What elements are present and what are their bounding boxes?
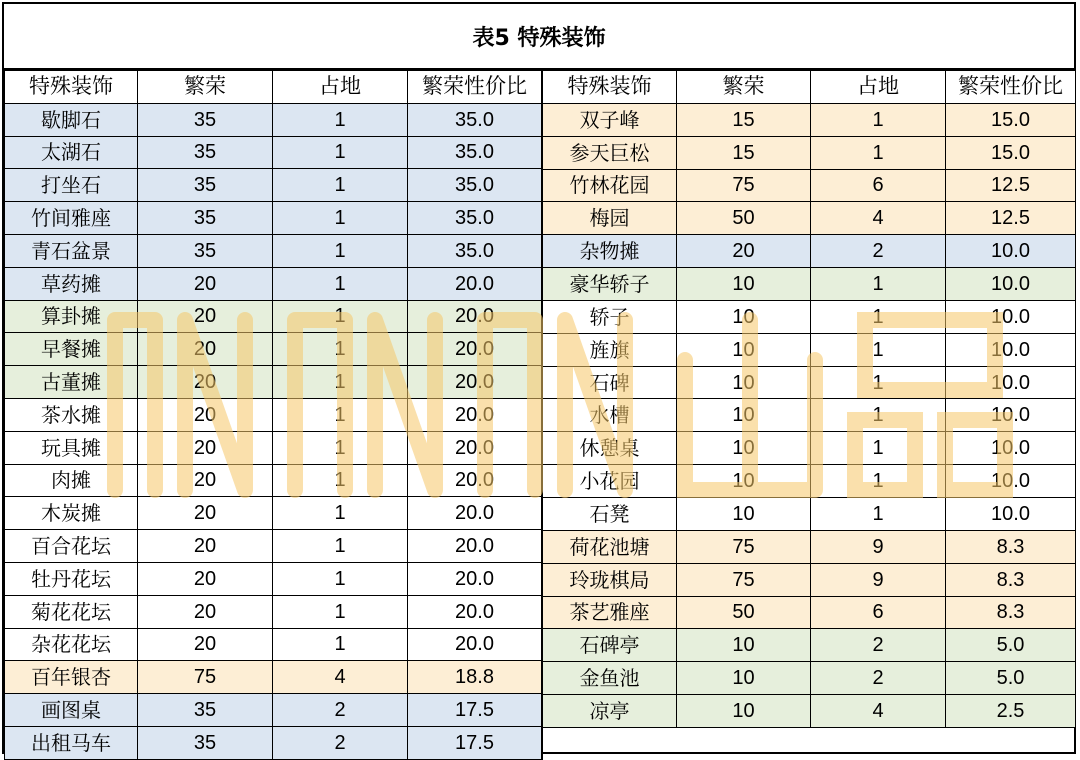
cell-decoration-name: 豪华轿子	[543, 268, 677, 301]
cell-area: 1	[273, 595, 408, 628]
table-row	[5, 530, 542, 563]
cell-prosperity: 20	[138, 300, 273, 333]
cell-prosperity: 35	[138, 202, 273, 235]
table-row	[543, 596, 1076, 629]
cell-prosperity: 35	[138, 726, 273, 759]
table-row	[543, 563, 1076, 596]
cell-decoration-name: 木炭摊	[5, 497, 138, 530]
cell-area: 9	[811, 530, 946, 563]
cell-ratio: 20.0	[408, 628, 542, 661]
cell-decoration-name: 金鱼池	[543, 662, 677, 695]
cell-ratio: 12.5	[946, 202, 1076, 235]
table-row	[543, 530, 1076, 563]
cell-ratio: 8.3	[946, 596, 1076, 629]
cell-ratio: 15.0	[946, 136, 1076, 169]
table-title: 表5 特殊装饰	[4, 4, 1074, 70]
cell-prosperity: 50	[677, 202, 811, 235]
table-row	[543, 366, 1076, 399]
cell-decoration-name: 石碑亭	[543, 629, 677, 662]
cell-prosperity: 20	[138, 497, 273, 530]
cell-ratio: 8.3	[946, 530, 1076, 563]
cell-prosperity: 20	[138, 398, 273, 431]
cell-prosperity: 20	[138, 267, 273, 300]
cell-ratio: 12.5	[946, 169, 1076, 202]
cell-decoration-name: 梅园	[543, 202, 677, 235]
cell-area: 1	[273, 300, 408, 333]
cell-decoration-name: 参天巨松	[543, 136, 677, 169]
cell-decoration-name: 青石盆景	[5, 234, 138, 267]
cell-area: 1	[273, 398, 408, 431]
cell-prosperity: 75	[677, 563, 811, 596]
cell-prosperity: 20	[138, 333, 273, 366]
cell-prosperity: 10	[677, 399, 811, 432]
table-row	[5, 169, 542, 202]
cell-ratio: 35.0	[408, 202, 542, 235]
cell-ratio: 20.0	[408, 562, 542, 595]
table-row	[5, 333, 542, 366]
cell-area: 9	[811, 563, 946, 596]
table-grid	[4, 70, 1074, 760]
cell-ratio: 20.0	[408, 398, 542, 431]
cell-decoration-name: 画图桌	[5, 694, 138, 727]
cell-area: 1	[273, 136, 408, 169]
cell-ratio: 35.0	[408, 234, 542, 267]
table-row	[5, 300, 542, 333]
right-header-row	[543, 71, 1076, 104]
cell-area: 1	[273, 530, 408, 563]
cell-area: 1	[273, 169, 408, 202]
table-row	[543, 235, 1076, 268]
table-row	[543, 136, 1076, 169]
cell-decoration-name: 草药摊	[5, 267, 138, 300]
cell-area: 1	[273, 234, 408, 267]
cell-ratio: 10.0	[946, 333, 1076, 366]
cell-area: 2	[811, 235, 946, 268]
cell-prosperity: 10	[677, 629, 811, 662]
cell-decoration-name: 玲珑棋局	[543, 563, 677, 596]
cell-prosperity: 10	[677, 465, 811, 498]
cell-area: 2	[273, 694, 408, 727]
cell-prosperity: 20	[138, 530, 273, 563]
cell-decoration-name: 早餐摊	[5, 333, 138, 366]
cell-decoration-name: 石凳	[543, 497, 677, 530]
cell-ratio: 10.0	[946, 235, 1076, 268]
cell-area: 1	[811, 366, 946, 399]
cell-decoration-name: 小花园	[543, 465, 677, 498]
cell-area: 1	[811, 432, 946, 465]
cell-decoration-name: 杂花花坛	[5, 628, 138, 661]
cell-decoration-name: 杂物摊	[543, 235, 677, 268]
cell-decoration-name: 歇脚石	[5, 103, 138, 136]
cell-area: 1	[273, 562, 408, 595]
cell-area: 1	[273, 497, 408, 530]
header-decoration: 特殊装饰	[5, 71, 138, 104]
header-area: 占地	[811, 71, 946, 104]
table-row	[5, 431, 542, 464]
cell-prosperity: 10	[677, 497, 811, 530]
cell-ratio: 20.0	[408, 366, 542, 399]
cell-ratio: 35.0	[408, 136, 542, 169]
cell-area: 1	[811, 103, 946, 136]
cell-decoration-name: 水槽	[543, 399, 677, 432]
cell-area: 2	[273, 726, 408, 759]
empty-cell	[543, 727, 1076, 759]
table-row	[543, 399, 1076, 432]
cell-area: 1	[273, 366, 408, 399]
cell-ratio: 10.0	[946, 432, 1076, 465]
table-row	[543, 465, 1076, 498]
table-row	[5, 366, 542, 399]
cell-ratio: 20.0	[408, 267, 542, 300]
table-row	[5, 398, 542, 431]
cell-area: 1	[273, 103, 408, 136]
table-row	[5, 661, 542, 694]
cell-area: 1	[811, 268, 946, 301]
cell-prosperity: 10	[677, 268, 811, 301]
table-row	[543, 629, 1076, 662]
cell-prosperity: 20	[138, 431, 273, 464]
cell-ratio: 2.5	[946, 695, 1076, 728]
cell-prosperity: 10	[677, 333, 811, 366]
data-sheet	[2, 2, 1076, 754]
right-table	[542, 70, 1076, 760]
cell-area: 1	[273, 628, 408, 661]
cell-area: 1	[273, 431, 408, 464]
cell-prosperity: 10	[677, 662, 811, 695]
cell-ratio: 10.0	[946, 399, 1076, 432]
cell-ratio: 20.0	[408, 333, 542, 366]
cell-decoration-name: 百合花坛	[5, 530, 138, 563]
header-ratio: 繁荣性价比	[946, 71, 1076, 104]
cell-ratio: 17.5	[408, 694, 542, 727]
left-header-row	[5, 71, 542, 104]
cell-decoration-name: 百年银杏	[5, 661, 138, 694]
cell-decoration-name: 荷花池塘	[543, 530, 677, 563]
table-row	[5, 562, 542, 595]
cell-decoration-name: 太湖石	[5, 136, 138, 169]
cell-decoration-name: 玩具摊	[5, 431, 138, 464]
cell-ratio: 15.0	[946, 103, 1076, 136]
cell-decoration-name: 双子峰	[543, 103, 677, 136]
table-row	[543, 268, 1076, 301]
cell-area: 1	[273, 202, 408, 235]
cell-prosperity: 10	[677, 695, 811, 728]
cell-area: 2	[811, 629, 946, 662]
cell-area: 1	[811, 333, 946, 366]
cell-decoration-name: 算卦摊	[5, 300, 138, 333]
cell-area: 1	[811, 497, 946, 530]
table-row	[5, 595, 542, 628]
table-row	[5, 202, 542, 235]
cell-ratio: 5.0	[946, 662, 1076, 695]
cell-decoration-name: 菊花花坛	[5, 595, 138, 628]
cell-area: 1	[273, 464, 408, 497]
cell-ratio: 20.0	[408, 431, 542, 464]
cell-prosperity: 20	[138, 562, 273, 595]
cell-prosperity: 20	[138, 366, 273, 399]
table-row	[543, 662, 1076, 695]
cell-ratio: 20.0	[408, 497, 542, 530]
cell-ratio: 10.0	[946, 366, 1076, 399]
cell-prosperity: 35	[138, 234, 273, 267]
cell-ratio: 10.0	[946, 497, 1076, 530]
cell-area: 1	[273, 267, 408, 300]
cell-prosperity: 10	[677, 366, 811, 399]
cell-prosperity: 75	[677, 169, 811, 202]
cell-prosperity: 35	[138, 694, 273, 727]
cell-decoration-name: 茶艺雅座	[543, 596, 677, 629]
cell-prosperity: 10	[677, 300, 811, 333]
cell-decoration-name: 凉亭	[543, 695, 677, 728]
header-prosperity: 繁荣	[677, 71, 811, 104]
table-row	[5, 234, 542, 267]
cell-decoration-name: 肉摊	[5, 464, 138, 497]
cell-area: 4	[811, 202, 946, 235]
cell-area: 1	[811, 465, 946, 498]
cell-decoration-name: 竹林花园	[543, 169, 677, 202]
cell-ratio: 20.0	[408, 464, 542, 497]
cell-area: 6	[811, 596, 946, 629]
table-row	[543, 169, 1076, 202]
cell-decoration-name: 旌旗	[543, 333, 677, 366]
cell-prosperity: 75	[138, 661, 273, 694]
cell-ratio: 20.0	[408, 595, 542, 628]
cell-ratio: 10.0	[946, 268, 1076, 301]
left-table	[4, 70, 542, 760]
cell-decoration-name: 出租马车	[5, 726, 138, 759]
table-row	[5, 103, 542, 136]
cell-prosperity: 20	[138, 595, 273, 628]
table-row	[5, 267, 542, 300]
cell-area: 1	[811, 136, 946, 169]
cell-decoration-name: 打坐石	[5, 169, 138, 202]
cell-ratio: 8.3	[946, 563, 1076, 596]
cell-decoration-name: 牡丹花坛	[5, 562, 138, 595]
cell-decoration-name: 竹间雅座	[5, 202, 138, 235]
cell-decoration-name: 轿子	[543, 300, 677, 333]
table-row	[543, 103, 1076, 136]
table-row	[5, 136, 542, 169]
table-row	[543, 300, 1076, 333]
cell-ratio: 35.0	[408, 103, 542, 136]
cell-prosperity: 10	[677, 432, 811, 465]
cell-prosperity: 75	[677, 530, 811, 563]
cell-ratio: 5.0	[946, 629, 1076, 662]
cell-decoration-name: 休憩桌	[543, 432, 677, 465]
table-row	[5, 726, 542, 759]
cell-ratio: 18.8	[408, 661, 542, 694]
cell-prosperity: 20	[138, 464, 273, 497]
cell-area: 6	[811, 169, 946, 202]
cell-area: 4	[273, 661, 408, 694]
table-row	[5, 628, 542, 661]
cell-prosperity: 35	[138, 169, 273, 202]
header-area: 占地	[273, 71, 408, 104]
cell-decoration-name: 茶水摊	[5, 398, 138, 431]
cell-decoration-name: 古董摊	[5, 366, 138, 399]
cell-ratio: 10.0	[946, 300, 1076, 333]
header-ratio: 繁荣性价比	[408, 71, 542, 104]
cell-area: 1	[811, 399, 946, 432]
table-row	[543, 432, 1076, 465]
table-row	[543, 202, 1076, 235]
table-row	[543, 695, 1076, 728]
table-row	[543, 333, 1076, 366]
table-row	[5, 464, 542, 497]
cell-ratio: 17.5	[408, 726, 542, 759]
cell-prosperity: 20	[677, 235, 811, 268]
cell-area: 1	[273, 333, 408, 366]
cell-prosperity: 35	[138, 136, 273, 169]
table-row	[543, 497, 1076, 530]
cell-prosperity: 20	[138, 628, 273, 661]
cell-ratio: 20.0	[408, 300, 542, 333]
cell-ratio: 35.0	[408, 169, 542, 202]
cell-area: 1	[811, 300, 946, 333]
table-row	[5, 694, 542, 727]
cell-ratio: 10.0	[946, 465, 1076, 498]
header-decoration: 特殊装饰	[543, 71, 677, 104]
cell-decoration-name: 石碑	[543, 366, 677, 399]
empty-row	[543, 727, 1076, 759]
header-prosperity: 繁荣	[138, 71, 273, 104]
cell-area: 2	[811, 662, 946, 695]
cell-ratio: 20.0	[408, 530, 542, 563]
table-row	[5, 497, 542, 530]
cell-prosperity: 15	[677, 136, 811, 169]
cell-prosperity: 35	[138, 103, 273, 136]
cell-prosperity: 15	[677, 103, 811, 136]
cell-area: 4	[811, 695, 946, 728]
cell-prosperity: 50	[677, 596, 811, 629]
